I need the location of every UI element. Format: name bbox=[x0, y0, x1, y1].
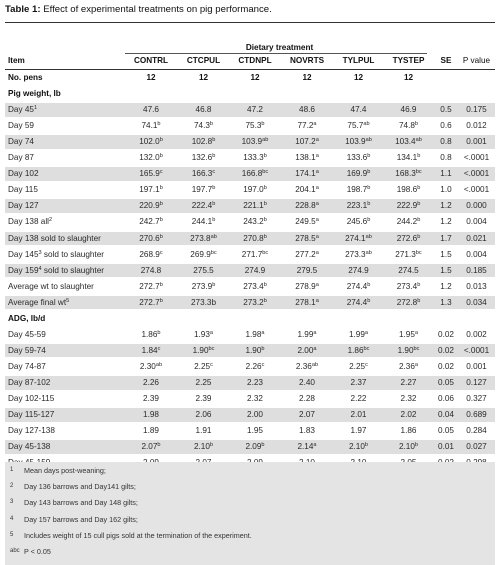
table-cell: 1.7 bbox=[440, 233, 452, 243]
row-label: Day 59-74 bbox=[8, 345, 46, 355]
table-cell: 2.36$^{ab}$ bbox=[295, 361, 319, 371]
table-cell: 2.25$^c$ bbox=[349, 361, 368, 371]
table-cell: 1.98 bbox=[143, 410, 159, 420]
table-cell: 0.002 bbox=[466, 329, 487, 339]
table-cell: 2.26$^c$ bbox=[245, 361, 265, 371]
table-cell: 0.034 bbox=[466, 297, 487, 307]
row-label: Day 45-59 bbox=[8, 329, 46, 339]
table-cell: 77.2$^a$ bbox=[297, 121, 317, 131]
row-label: Day 45-138 bbox=[8, 442, 51, 452]
table-row bbox=[5, 103, 495, 117]
row-label: No. pens bbox=[8, 73, 43, 82]
table-cell: <.0001 bbox=[463, 185, 490, 195]
table-cell: 245.6$^b$ bbox=[346, 217, 371, 227]
table-cell: 2.39 bbox=[143, 394, 159, 403]
table-cell: 165.9$^c$ bbox=[139, 169, 163, 179]
table-row bbox=[5, 408, 495, 422]
footnotes bbox=[5, 462, 495, 565]
table-cell: 244.1$^b$ bbox=[191, 217, 216, 227]
header-group-row bbox=[5, 42, 495, 53]
table-cell: 74.1$^b$ bbox=[141, 121, 161, 131]
table-cell: 273.3b bbox=[190, 297, 217, 307]
table-cell: 0.021 bbox=[466, 233, 487, 243]
table-cell: 2.26 bbox=[143, 377, 159, 387]
table-cell: 198.7$^b$ bbox=[346, 185, 371, 195]
table-cell: 0.8 bbox=[440, 153, 452, 163]
footnote: 3 Day 143 barrows and Day 148 gilts; bbox=[10, 498, 138, 508]
table-cell: 0.02 bbox=[438, 361, 454, 371]
table-cell: 222.4$^b$ bbox=[191, 201, 216, 211]
table-cell: 271.3$^{bc}$ bbox=[395, 249, 422, 259]
table-cell: 48.6 bbox=[299, 105, 315, 115]
table-cell: 0.02 bbox=[438, 345, 454, 355]
table-cell: 133.6$^b$ bbox=[346, 153, 371, 163]
row-label: Day $45^1$ bbox=[8, 105, 38, 115]
table-cell: 2.32 bbox=[400, 394, 417, 403]
table-cell: 2.40 bbox=[299, 377, 315, 387]
table-cell: 270.6$^b$ bbox=[139, 233, 163, 243]
row-label: Day 59 bbox=[8, 121, 34, 131]
table-cell: 204.1$^a$ bbox=[295, 185, 319, 195]
table-cell: 274.9 bbox=[348, 265, 369, 275]
table-row bbox=[5, 328, 495, 342]
table-cell: 1.95 bbox=[247, 426, 263, 436]
table-cell: 272.6$^b$ bbox=[396, 233, 421, 243]
table-cell: 273.3$^{ab}$ bbox=[345, 249, 372, 259]
table-cell: 274.8 bbox=[140, 265, 162, 275]
table-cell: 2.23 bbox=[247, 377, 263, 387]
table-cell: 1.99$^a$ bbox=[297, 329, 317, 339]
row-label: Average final $wt^5$ bbox=[8, 297, 70, 307]
table-cell: 2.36$^a$ bbox=[398, 361, 419, 371]
row-label: Day 138 all$^2$ bbox=[8, 217, 53, 227]
column-header: TYLPUL bbox=[342, 56, 375, 65]
table-cell: 74.3$^b$ bbox=[193, 121, 214, 131]
table-cell: 2.25$^c$ bbox=[194, 361, 213, 371]
column-header: SE bbox=[440, 56, 452, 65]
row-label: Day $159^4$ sold to slaughter bbox=[8, 265, 104, 275]
table-cell: 169.9$^b$ bbox=[346, 169, 371, 179]
footnote: 1 Mean days post-weaning; bbox=[10, 466, 106, 475]
table-cell: 166.8$^{bc}$ bbox=[241, 169, 269, 179]
table-cell: 2.06 bbox=[195, 410, 212, 420]
table-row bbox=[5, 280, 495, 294]
table-cell: 103.9$^{ab}$ bbox=[241, 137, 269, 147]
row-label: Day 102-115 bbox=[8, 394, 55, 403]
table-cell: 222.9$^b$ bbox=[396, 201, 421, 211]
table-cell: 1.90$^{bc}$ bbox=[192, 345, 215, 355]
table-row bbox=[5, 248, 495, 262]
caption-label: Table 1: bbox=[5, 4, 41, 15]
table-cell: 0.001 bbox=[466, 137, 487, 147]
table-cell: 2.01 bbox=[350, 410, 367, 420]
table-cell: 2.39 bbox=[195, 394, 212, 403]
table-cell: 174.1$^a$ bbox=[295, 169, 319, 179]
table-cell: 0.689 bbox=[466, 410, 487, 420]
table-cell: 278.1$^a$ bbox=[295, 297, 319, 307]
table-cell: 0.175 bbox=[466, 105, 487, 115]
item-header: Item bbox=[8, 56, 25, 65]
table-cell: 102.8$^b$ bbox=[191, 137, 216, 147]
table-cell: 0.02 bbox=[438, 329, 454, 339]
table-row bbox=[5, 440, 495, 454]
table-row bbox=[5, 167, 495, 181]
table-row bbox=[5, 151, 495, 165]
table-cell: 278.9$^a$ bbox=[295, 281, 319, 291]
table-cell: 132.0$^b$ bbox=[139, 153, 163, 163]
table-cell: 242.7$^b$ bbox=[139, 217, 163, 227]
table-cell: 0.6 bbox=[440, 121, 452, 131]
table-caption bbox=[5, 4, 272, 15]
table-cell: <.0001 bbox=[463, 153, 490, 163]
table-cell: 12 bbox=[403, 73, 414, 82]
row-label: Day 115 bbox=[8, 185, 38, 195]
table-cell: 46.9 bbox=[400, 105, 417, 115]
table-cell: 1.2 bbox=[440, 281, 452, 291]
table-cell: 0.000 bbox=[466, 201, 487, 211]
table-cell: 220.9$^b$ bbox=[139, 201, 163, 211]
table-cell: 1.5 bbox=[440, 249, 452, 259]
table-cell: 1.95$^a$ bbox=[398, 329, 419, 339]
table-row bbox=[5, 392, 495, 406]
row-label: Day 74-87 bbox=[8, 361, 46, 371]
footnote: abc P < 0.05 bbox=[10, 547, 51, 556]
table-cell: 2.10$^b$ bbox=[348, 442, 369, 452]
table-cell: 138.1$^a$ bbox=[295, 153, 319, 163]
column-header: CONTRL bbox=[133, 56, 169, 65]
row-label: Day 127 bbox=[8, 201, 39, 211]
table-cell: 2.14$^a$ bbox=[297, 442, 317, 452]
row-label: Day 127-138 bbox=[8, 426, 55, 436]
table-cell: 12 bbox=[250, 73, 260, 82]
table-cell: <.0001 bbox=[463, 169, 490, 179]
table-cell: 273.8$^{ab}$ bbox=[190, 233, 217, 243]
table-cell: 274.4$^b$ bbox=[346, 281, 371, 291]
column-header: P value bbox=[462, 56, 491, 65]
footnote: 2 Day 136 barrows and Day141 gilts; bbox=[10, 482, 136, 492]
row-label: Average wt to slaughter bbox=[8, 281, 94, 291]
table-cell: 272.7$^b$ bbox=[139, 281, 163, 291]
table-cell: 273.4$^b$ bbox=[243, 281, 267, 291]
table-cell: 0.004 bbox=[466, 249, 487, 259]
table-cell: 268.9$^c$ bbox=[139, 249, 163, 259]
section-label: Pig weight, lb bbox=[8, 89, 61, 99]
table-row bbox=[5, 135, 495, 149]
table-cell: 2.28 bbox=[299, 394, 315, 403]
top-rule bbox=[5, 22, 495, 23]
table-cell: 275.5 bbox=[193, 265, 214, 275]
table-cell: 249.5$^a$ bbox=[295, 217, 319, 227]
table-cell: 74.8$^b$ bbox=[398, 121, 419, 131]
table-cell: 271.7$^{bc}$ bbox=[241, 249, 269, 259]
table-cell: 221.1$^b$ bbox=[243, 201, 267, 211]
table-cell: 75.3$^b$ bbox=[245, 121, 265, 131]
table-cell: 103.4$^{ab}$ bbox=[395, 137, 422, 147]
table-cell: 197.0$^b$ bbox=[243, 185, 267, 195]
table-cell: 1.3 bbox=[440, 297, 452, 307]
table-row bbox=[5, 119, 495, 133]
table-row bbox=[5, 360, 495, 374]
table-cell: 2.10$^b$ bbox=[193, 442, 214, 452]
table-cell: 197.7$^b$ bbox=[191, 185, 216, 195]
table-row bbox=[5, 264, 495, 278]
row-label: Day 138 sold to slaughter bbox=[8, 233, 101, 243]
header-rule bbox=[5, 69, 495, 70]
table-cell: 1.99$^a$ bbox=[348, 329, 369, 339]
table-cell: 133.3$^b$ bbox=[243, 153, 267, 163]
table-cell: 2.25 bbox=[195, 377, 212, 387]
table-cell: 269.9$^{bc}$ bbox=[190, 249, 217, 259]
table-cell: 1.90$^b$ bbox=[245, 345, 265, 355]
table-cell: 2.10$^b$ bbox=[398, 442, 419, 452]
table-row bbox=[5, 296, 495, 310]
footnote: 4 Day 157 barrows and Day 162 gilts; bbox=[10, 514, 138, 524]
table-cell: 107.2$^a$ bbox=[295, 137, 319, 147]
table-cell: 0.127 bbox=[466, 377, 487, 387]
table-cell: 274.9 bbox=[244, 265, 266, 275]
table-cell: 273.9$^b$ bbox=[191, 281, 216, 291]
table-cell: 2.00$^a$ bbox=[297, 345, 317, 355]
table-cell: 273.2$^b$ bbox=[243, 297, 267, 307]
table-cell: <.0001 bbox=[463, 345, 490, 355]
table-cell: 1.97 bbox=[350, 426, 367, 436]
row-label: Day 87 bbox=[8, 153, 34, 163]
table-cell: 0.327 bbox=[466, 394, 487, 403]
table-cell: 244.2$^b$ bbox=[396, 217, 421, 227]
table-cell: 243.2$^b$ bbox=[243, 217, 267, 227]
table-cell: 274.5 bbox=[398, 265, 419, 275]
column-header: CTCPUL bbox=[186, 56, 221, 65]
table-row bbox=[5, 71, 495, 85]
table-cell: 2.37 bbox=[350, 377, 367, 387]
row-label: Day 115-127 bbox=[8, 410, 55, 420]
table-cell: 272.8$^b$ bbox=[396, 297, 421, 307]
table-cell: 228.8$^a$ bbox=[295, 201, 319, 211]
table-cell: 0.013 bbox=[466, 281, 487, 291]
column-header-row bbox=[5, 55, 495, 67]
table-cell: 277.2$^a$ bbox=[295, 249, 319, 259]
table-cell: 47.2 bbox=[247, 105, 263, 115]
table-row bbox=[5, 376, 495, 390]
table-cell: 12 bbox=[198, 73, 209, 82]
table-cell: 2.32 bbox=[247, 394, 263, 403]
caption-text: Effect of experimental treatments on pig performance. bbox=[43, 4, 272, 15]
table-cell: 1.2 bbox=[440, 217, 452, 227]
dietary-treatment-header: Dietary treatment bbox=[245, 43, 314, 52]
section-label: ADG, lb/d bbox=[8, 313, 46, 323]
table-cell: 0.01 bbox=[438, 442, 454, 452]
table-cell: 1.89 bbox=[143, 426, 159, 436]
group-underline bbox=[125, 53, 427, 54]
table-cell: 1.90$^{bc}$ bbox=[397, 345, 420, 355]
table-cell: 2.07$^b$ bbox=[141, 442, 161, 452]
table-cell: 46.8 bbox=[195, 105, 212, 115]
row-label: Day 102 bbox=[8, 169, 39, 179]
table-cell: 1.0 bbox=[440, 185, 452, 195]
table-cell: 273.4$^b$ bbox=[396, 281, 421, 291]
table-row bbox=[5, 199, 495, 213]
table-cell: 12 bbox=[302, 73, 312, 82]
column-header: CTDNPL bbox=[238, 56, 272, 65]
table-cell: 2.00 bbox=[247, 410, 263, 420]
column-header: NOVRTS bbox=[289, 56, 325, 65]
table-cell: 75.7$^{ab}$ bbox=[347, 121, 370, 131]
table-cell: 1.1 bbox=[440, 169, 452, 179]
section-header-row bbox=[5, 87, 495, 101]
table-cell: 198.6$^b$ bbox=[396, 185, 421, 195]
table-cell: 0.8 bbox=[440, 137, 452, 147]
section-header-row bbox=[5, 312, 495, 326]
table-cell: 1.5 bbox=[440, 265, 452, 275]
table-cell: 1.86$^b$ bbox=[141, 329, 161, 339]
table-cell: 134.1$^b$ bbox=[396, 153, 421, 163]
table-cell: 0.004 bbox=[466, 217, 487, 227]
table-cell: 278.5$^a$ bbox=[295, 233, 319, 243]
table-cell: 197.1$^b$ bbox=[139, 185, 163, 195]
table-cell: 0.5 bbox=[440, 105, 452, 115]
table-cell: 2.02 bbox=[400, 410, 417, 420]
table-cell: 270.8$^b$ bbox=[243, 233, 267, 243]
table-row bbox=[5, 344, 495, 358]
column-header: TYSTEP bbox=[392, 56, 425, 65]
table-row bbox=[5, 424, 495, 438]
table-cell: 0.06 bbox=[438, 394, 454, 403]
table-cell: 0.012 bbox=[466, 121, 487, 131]
table-cell: 0.05 bbox=[438, 377, 454, 387]
table-cell: 1.98$^a$ bbox=[245, 329, 265, 339]
table-cell: 1.86 bbox=[400, 426, 417, 436]
table-cell: 0.001 bbox=[466, 361, 487, 371]
table-cell: 2.22 bbox=[350, 394, 367, 403]
row-label: Day 87-102 bbox=[8, 377, 51, 387]
table-cell: 0.04 bbox=[438, 410, 454, 420]
table-cell: 1.91 bbox=[195, 426, 212, 436]
table-cell: 274.4$^b$ bbox=[346, 297, 371, 307]
table-cell: 223.1$^b$ bbox=[346, 201, 371, 211]
table-cell: 2.27 bbox=[400, 377, 417, 387]
row-label: Day $145^3$ sold to slaughter bbox=[8, 249, 104, 259]
table-cell: 0.027 bbox=[466, 442, 487, 452]
table-row bbox=[5, 232, 495, 246]
table-cell: 274.1$^{ab}$ bbox=[345, 233, 372, 243]
table-cell: 2.09$^b$ bbox=[245, 442, 265, 452]
table-cell: 168.3$^{bc}$ bbox=[395, 169, 422, 179]
row-label: Day 74 bbox=[8, 137, 34, 147]
table-cell: 1.2 bbox=[440, 201, 452, 211]
table-cell: 0.185 bbox=[466, 265, 487, 275]
table-cell: 272.7$^b$ bbox=[139, 297, 163, 307]
table-cell: 47.6 bbox=[143, 105, 159, 115]
table-cell: 103.9$^{ab}$ bbox=[345, 137, 372, 147]
table-row bbox=[5, 215, 495, 229]
table-cell: 279.5 bbox=[296, 265, 318, 275]
table-cell: 132.6$^b$ bbox=[191, 153, 216, 163]
table-cell: 1.83 bbox=[299, 426, 315, 436]
table-cell: 0.284 bbox=[466, 426, 487, 436]
table-cell: 1.84$^c$ bbox=[141, 345, 161, 355]
table-cell: 1.93$^a$ bbox=[193, 329, 214, 339]
table-cell: 47.4 bbox=[350, 105, 367, 115]
table-cell: 12 bbox=[146, 73, 156, 82]
table-cell: 102.0$^b$ bbox=[139, 137, 163, 147]
table-cell: 0.05 bbox=[438, 426, 454, 436]
table-cell: 1.86$^{bc}$ bbox=[347, 345, 370, 355]
table-cell: 2.30$^{ab}$ bbox=[139, 361, 163, 371]
table-row bbox=[5, 183, 495, 197]
table-cell: 12 bbox=[353, 73, 364, 82]
table-cell: 2.07 bbox=[299, 410, 315, 420]
table-cell: 166.3$^c$ bbox=[191, 169, 216, 179]
footnote: 5 Includes weight of 15 cull pigs sold at the termination of the experiment. bbox=[10, 530, 252, 540]
